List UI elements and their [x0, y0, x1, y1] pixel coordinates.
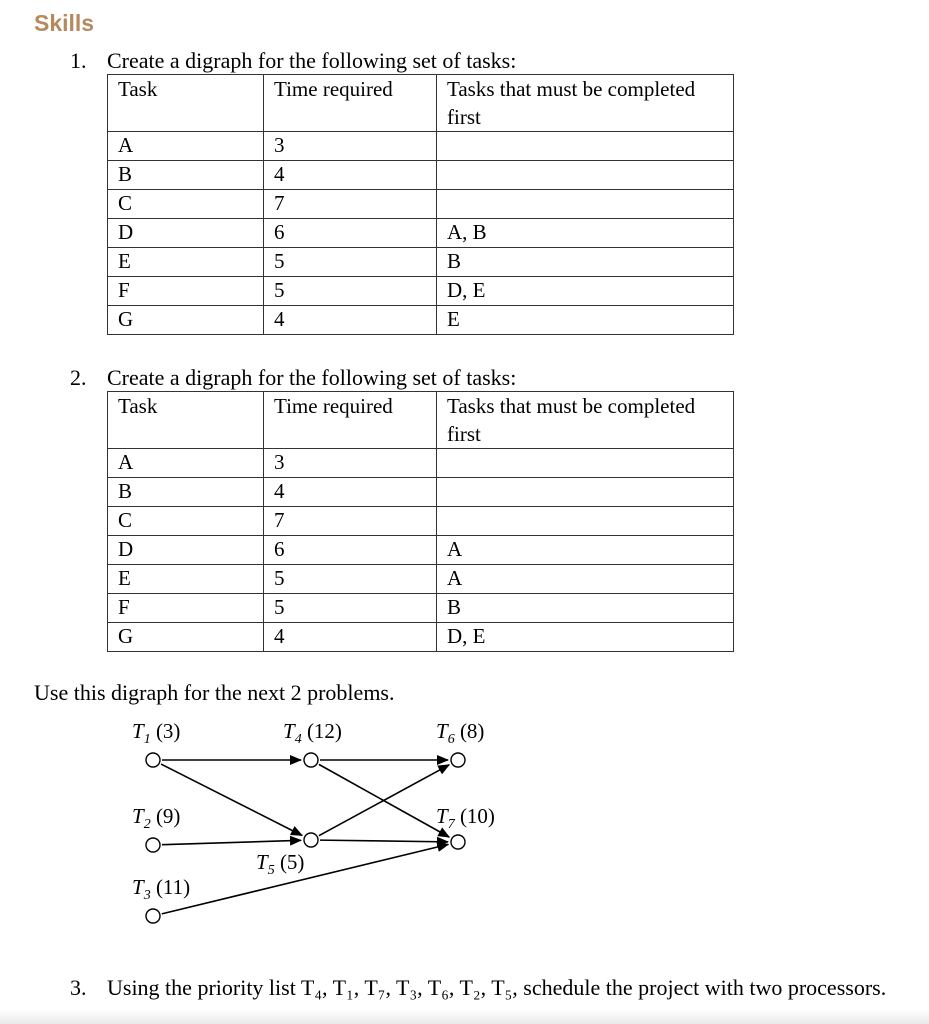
cell-prereq	[437, 132, 734, 161]
table-row	[108, 536, 734, 565]
section-heading: Skills	[34, 10, 95, 36]
cell-prereq: B	[437, 594, 734, 623]
table-header-row	[108, 75, 734, 132]
table-row	[108, 219, 734, 248]
cell-time: 3	[264, 449, 437, 478]
problem-1-number: 1.	[70, 48, 87, 73]
cell-task: E	[108, 565, 264, 594]
cell-task: A	[108, 449, 264, 478]
cell-time: 5	[264, 594, 437, 623]
cell-time: 4	[264, 306, 437, 335]
node-t3	[146, 909, 160, 923]
cell-task: C	[108, 507, 264, 536]
problem-3-text: Using the priority list T₄, T₁, T₇, T₃, T₆, T₂, T₅, schedule the project with two processors.	[107, 975, 887, 1000]
edge-t1-t5	[161, 764, 302, 835]
node-t1	[146, 753, 160, 767]
cell-task: F	[108, 594, 264, 623]
problem-1-prompt: Create a digraph for the following set of tasks:	[107, 48, 517, 73]
cell-task: G	[108, 306, 264, 335]
cell-prereq: A, B	[437, 219, 734, 248]
cell-time: 6	[264, 219, 437, 248]
cell-task: A	[108, 132, 264, 161]
edge-t2-t5	[162, 840, 301, 844]
cell-prereq	[437, 161, 734, 190]
cell-time: 4	[264, 161, 437, 190]
table-row	[108, 449, 734, 478]
bottom-fade	[0, 1010, 929, 1024]
cell-task: G	[108, 623, 264, 652]
header-time: Time required	[264, 75, 437, 132]
cell-task: D	[108, 536, 264, 565]
node-t6	[451, 753, 465, 767]
edge-t5-t7	[320, 840, 448, 842]
table-row	[108, 248, 734, 277]
node-t7	[451, 835, 465, 849]
cell-task: B	[108, 478, 264, 507]
cell-time: 4	[264, 478, 437, 507]
cell-task: F	[108, 277, 264, 306]
cell-prereq	[437, 190, 734, 219]
cell-prereq: A	[437, 565, 734, 594]
cell-time: 5	[264, 565, 437, 594]
digraph-nodes	[132, 719, 495, 923]
table-row	[108, 507, 734, 536]
header-task: Task	[108, 392, 264, 449]
header-time: Time required	[264, 392, 437, 449]
cell-prereq: A	[437, 536, 734, 565]
table-header-row	[108, 392, 734, 449]
header-task: Task	[108, 75, 264, 132]
node-label-t2: $T_2$ (9)	[132, 804, 181, 832]
cell-prereq	[437, 478, 734, 507]
cell-time: 5	[264, 277, 437, 306]
node-t4	[304, 753, 318, 767]
table-row	[108, 623, 734, 652]
problem-1-table	[107, 74, 734, 335]
node-t5	[304, 833, 318, 847]
cell-prereq	[437, 507, 734, 536]
table-row	[108, 565, 734, 594]
problem-2-prompt: Create a digraph for the following set of tasks:	[107, 365, 517, 390]
problem-3-number: 3.	[70, 975, 87, 1000]
table-row	[108, 277, 734, 306]
cell-time: 7	[264, 190, 437, 219]
table-row	[108, 594, 734, 623]
header-prereq: Tasks that must be completed first	[437, 75, 734, 132]
problem-2-number: 2.	[70, 365, 87, 390]
cell-time: 5	[264, 248, 437, 277]
table-row	[108, 306, 734, 335]
cell-prereq: E	[437, 306, 734, 335]
node-label-t3: $T_3$ (11)	[132, 875, 191, 903]
cell-prereq: D, E	[437, 277, 734, 306]
node-label-t5: $T_5$ (5)	[256, 850, 305, 878]
cell-task: D	[108, 219, 264, 248]
table-row	[108, 190, 734, 219]
problem-2-table	[107, 391, 734, 652]
header-prereq: Tasks that must be completed first	[437, 392, 734, 449]
edge-t3-t7	[162, 844, 449, 914]
cell-time: 6	[264, 536, 437, 565]
cell-time: 7	[264, 507, 437, 536]
task-digraph	[100, 710, 560, 940]
cell-prereq: D, E	[437, 623, 734, 652]
cell-task: B	[108, 161, 264, 190]
table-row	[108, 132, 734, 161]
node-label-t6: $T_6$ (8)	[436, 719, 485, 747]
node-label-t4: $T_4$ (12)	[283, 719, 342, 747]
digraph-intro: Use this digraph for the next 2 problems.	[34, 680, 395, 705]
table-row	[108, 478, 734, 507]
node-label-t1: $T_1$ (3)	[132, 719, 181, 747]
node-t2	[146, 838, 160, 852]
cell-task: E	[108, 248, 264, 277]
cell-time: 3	[264, 132, 437, 161]
node-label-t7: $T_7$ (10)	[436, 804, 495, 832]
cell-task: C	[108, 190, 264, 219]
cell-time: 4	[264, 623, 437, 652]
cell-prereq: B	[437, 248, 734, 277]
cell-prereq	[437, 449, 734, 478]
table-row	[108, 161, 734, 190]
